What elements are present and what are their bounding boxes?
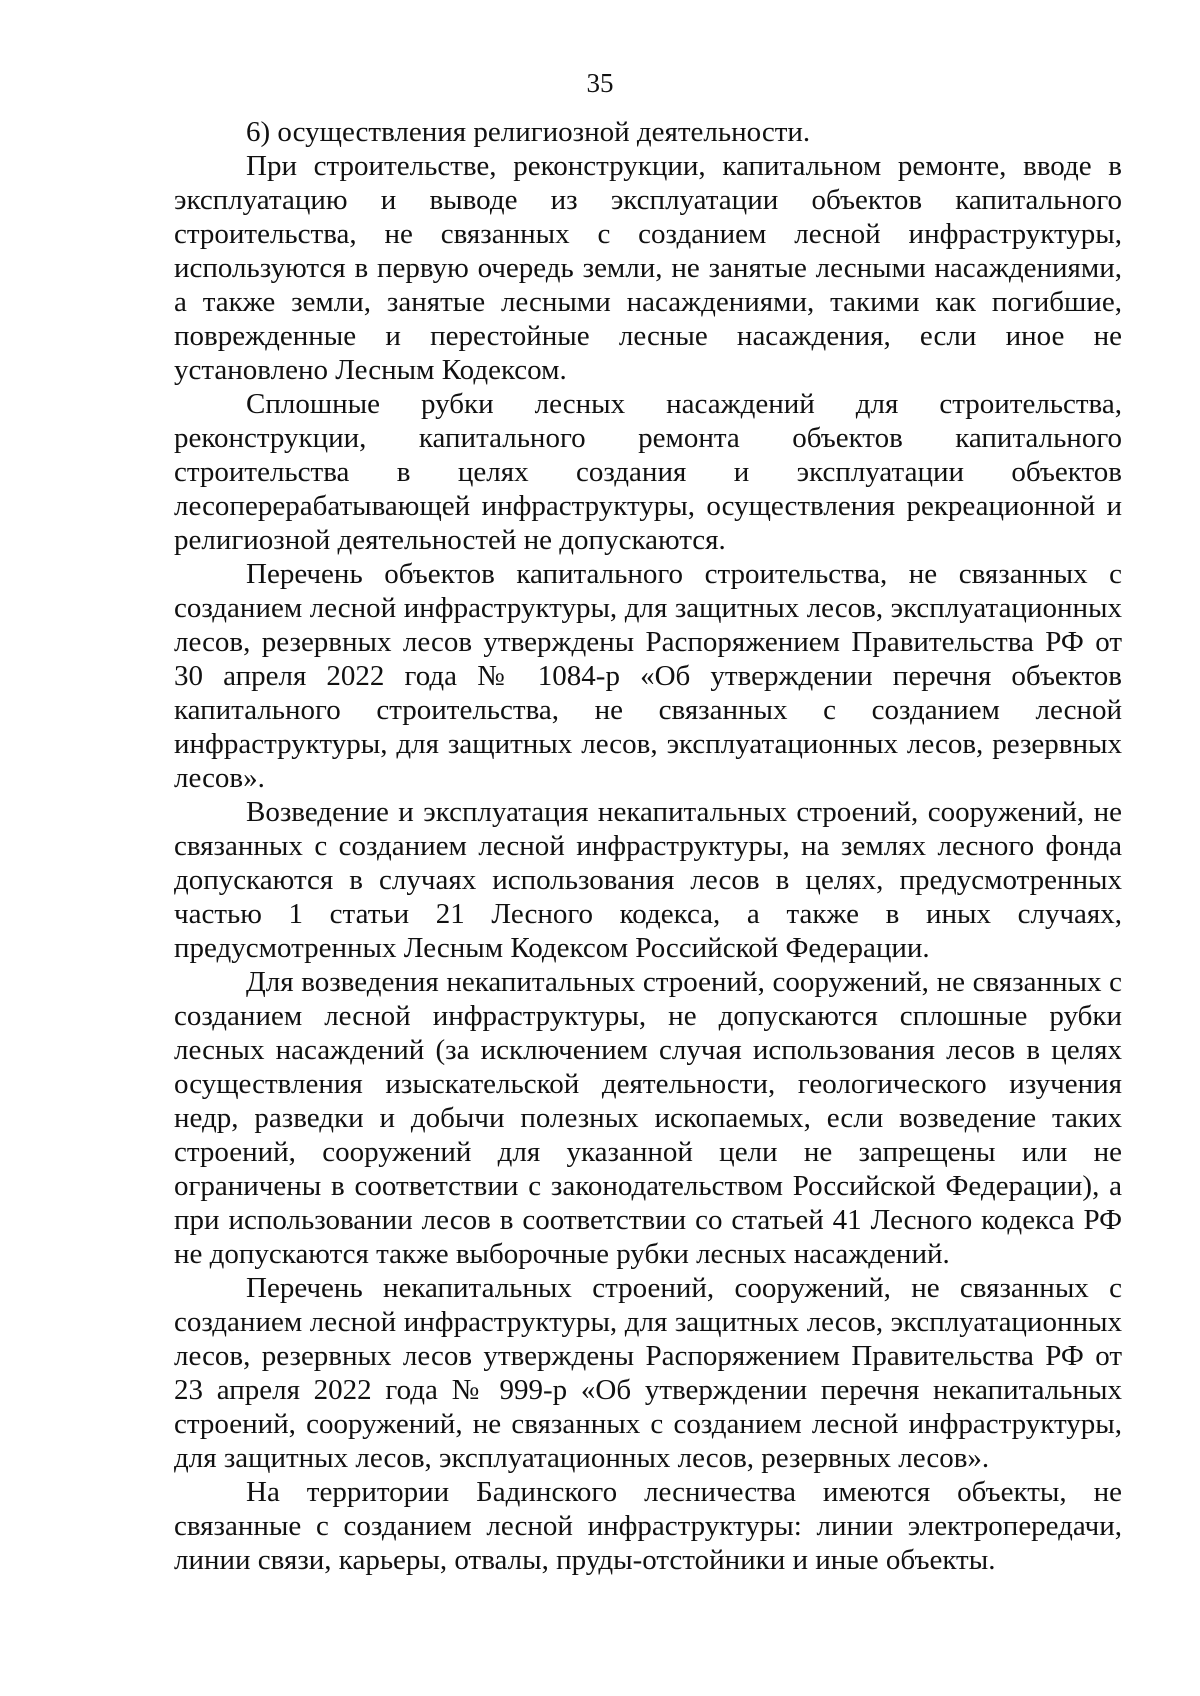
paragraph-capital-construction-lands: При строительстве, реконструкции, капитальном ремонте, вводе в эксплуатацию и выводе из эксплуатации объектов капитального строительства, не связанных с созданием лесной инфраструктуры, используются в первую очередь земли, не занятые лесными насаждениями, а также земли, занятые лесными насаждениями, такими как погибшие, поврежденные и перестойные лесные насаждения, если иное не установлено Лесным Кодексом.: [174, 150, 1122, 386]
paragraph-non-capital-objects-list: Перечень некапитальных строений, сооружений, не связанных с созданием лесной инфраструктуры, для защитных лесов, эксплуатационных лесов, резервных лесов утверждены Распоряжением Правительства РФ от 23 апреля 2022 года № 999-р «Об утверждении перечня некапитальных строений, сооружений, не связанных с созданием лесной инфраструктуры, для защитных лесов, эксплуатационных лесов, резервных лесов».: [174, 1272, 1122, 1474]
document-body: [174, 115, 1122, 1577]
paragraph-non-capital-construction: Возведение и эксплуатация некапитальных строений, сооружений, не связанных с созданием лесной инфраструктуры, на землях лесного фонда допускаются в случаях использования лесов в целях, предусмотренных частью 1 статьи 21 Лесного кодекса, а также в иных случаях, предусмотренных Лесным Кодексом Российской Федерации.: [174, 796, 1122, 964]
paragraph-capital-objects-list: Перечень объектов капитального строительства, не связанных с созданием лесной инфраструктуры, для защитных лесов, эксплуатационных лесов, резервных лесов утверждены Распоряжением Правительства РФ от 30 апреля 2022 года № 1084-р «Об утверждении перечня объектов капитального строительства, не связанных с созданием лесной инфраструктуры, для защитных лесов, эксплуатационных лесов, резервных лесов».: [174, 558, 1122, 794]
paragraph-religious-activity: 6) осуществления религиозной деятельности.: [246, 116, 811, 148]
paragraph-clear-cutting-prohibition: Сплошные рубки лесных насаждений для строительства, реконструкции, капитального ремонта объектов капитального строительства в целях создания и эксплуатации объектов лесоперерабатывающей инфраструктуры, осуществления рекреационной и религиозной деятельностей не допускаются.: [174, 388, 1122, 556]
paragraph-non-capital-cutting-rules: Для возведения некапитальных строений, сооружений, не связанных с созданием лесной инфраструктуры, не допускаются сплошные рубки лесных насаждений (за исключением случая использования лесов в целях осуществления изыскательской деятельности, геологического изучения недр, разведки и добычи полезных ископаемых, если возведение таких строений, сооружений для указанной цели не запрещены или не ограничены в соответствии с законодательством Российской Федерации), а при использовании лесов в соответствии со статьей 41 Лесного кодекса РФ не допускаются также выборочные рубки лесных насаждений.: [174, 966, 1122, 1270]
page-number: 35: [586, 68, 614, 98]
paragraph-badinsky-objects: На территории Бадинского лесничества имеются объекты, не связанные с созданием лесной инфраструктуры: линии электропередачи, линии связи, карьеры, отвалы, пруды-отстойники и иные объекты.: [174, 1476, 1122, 1576]
